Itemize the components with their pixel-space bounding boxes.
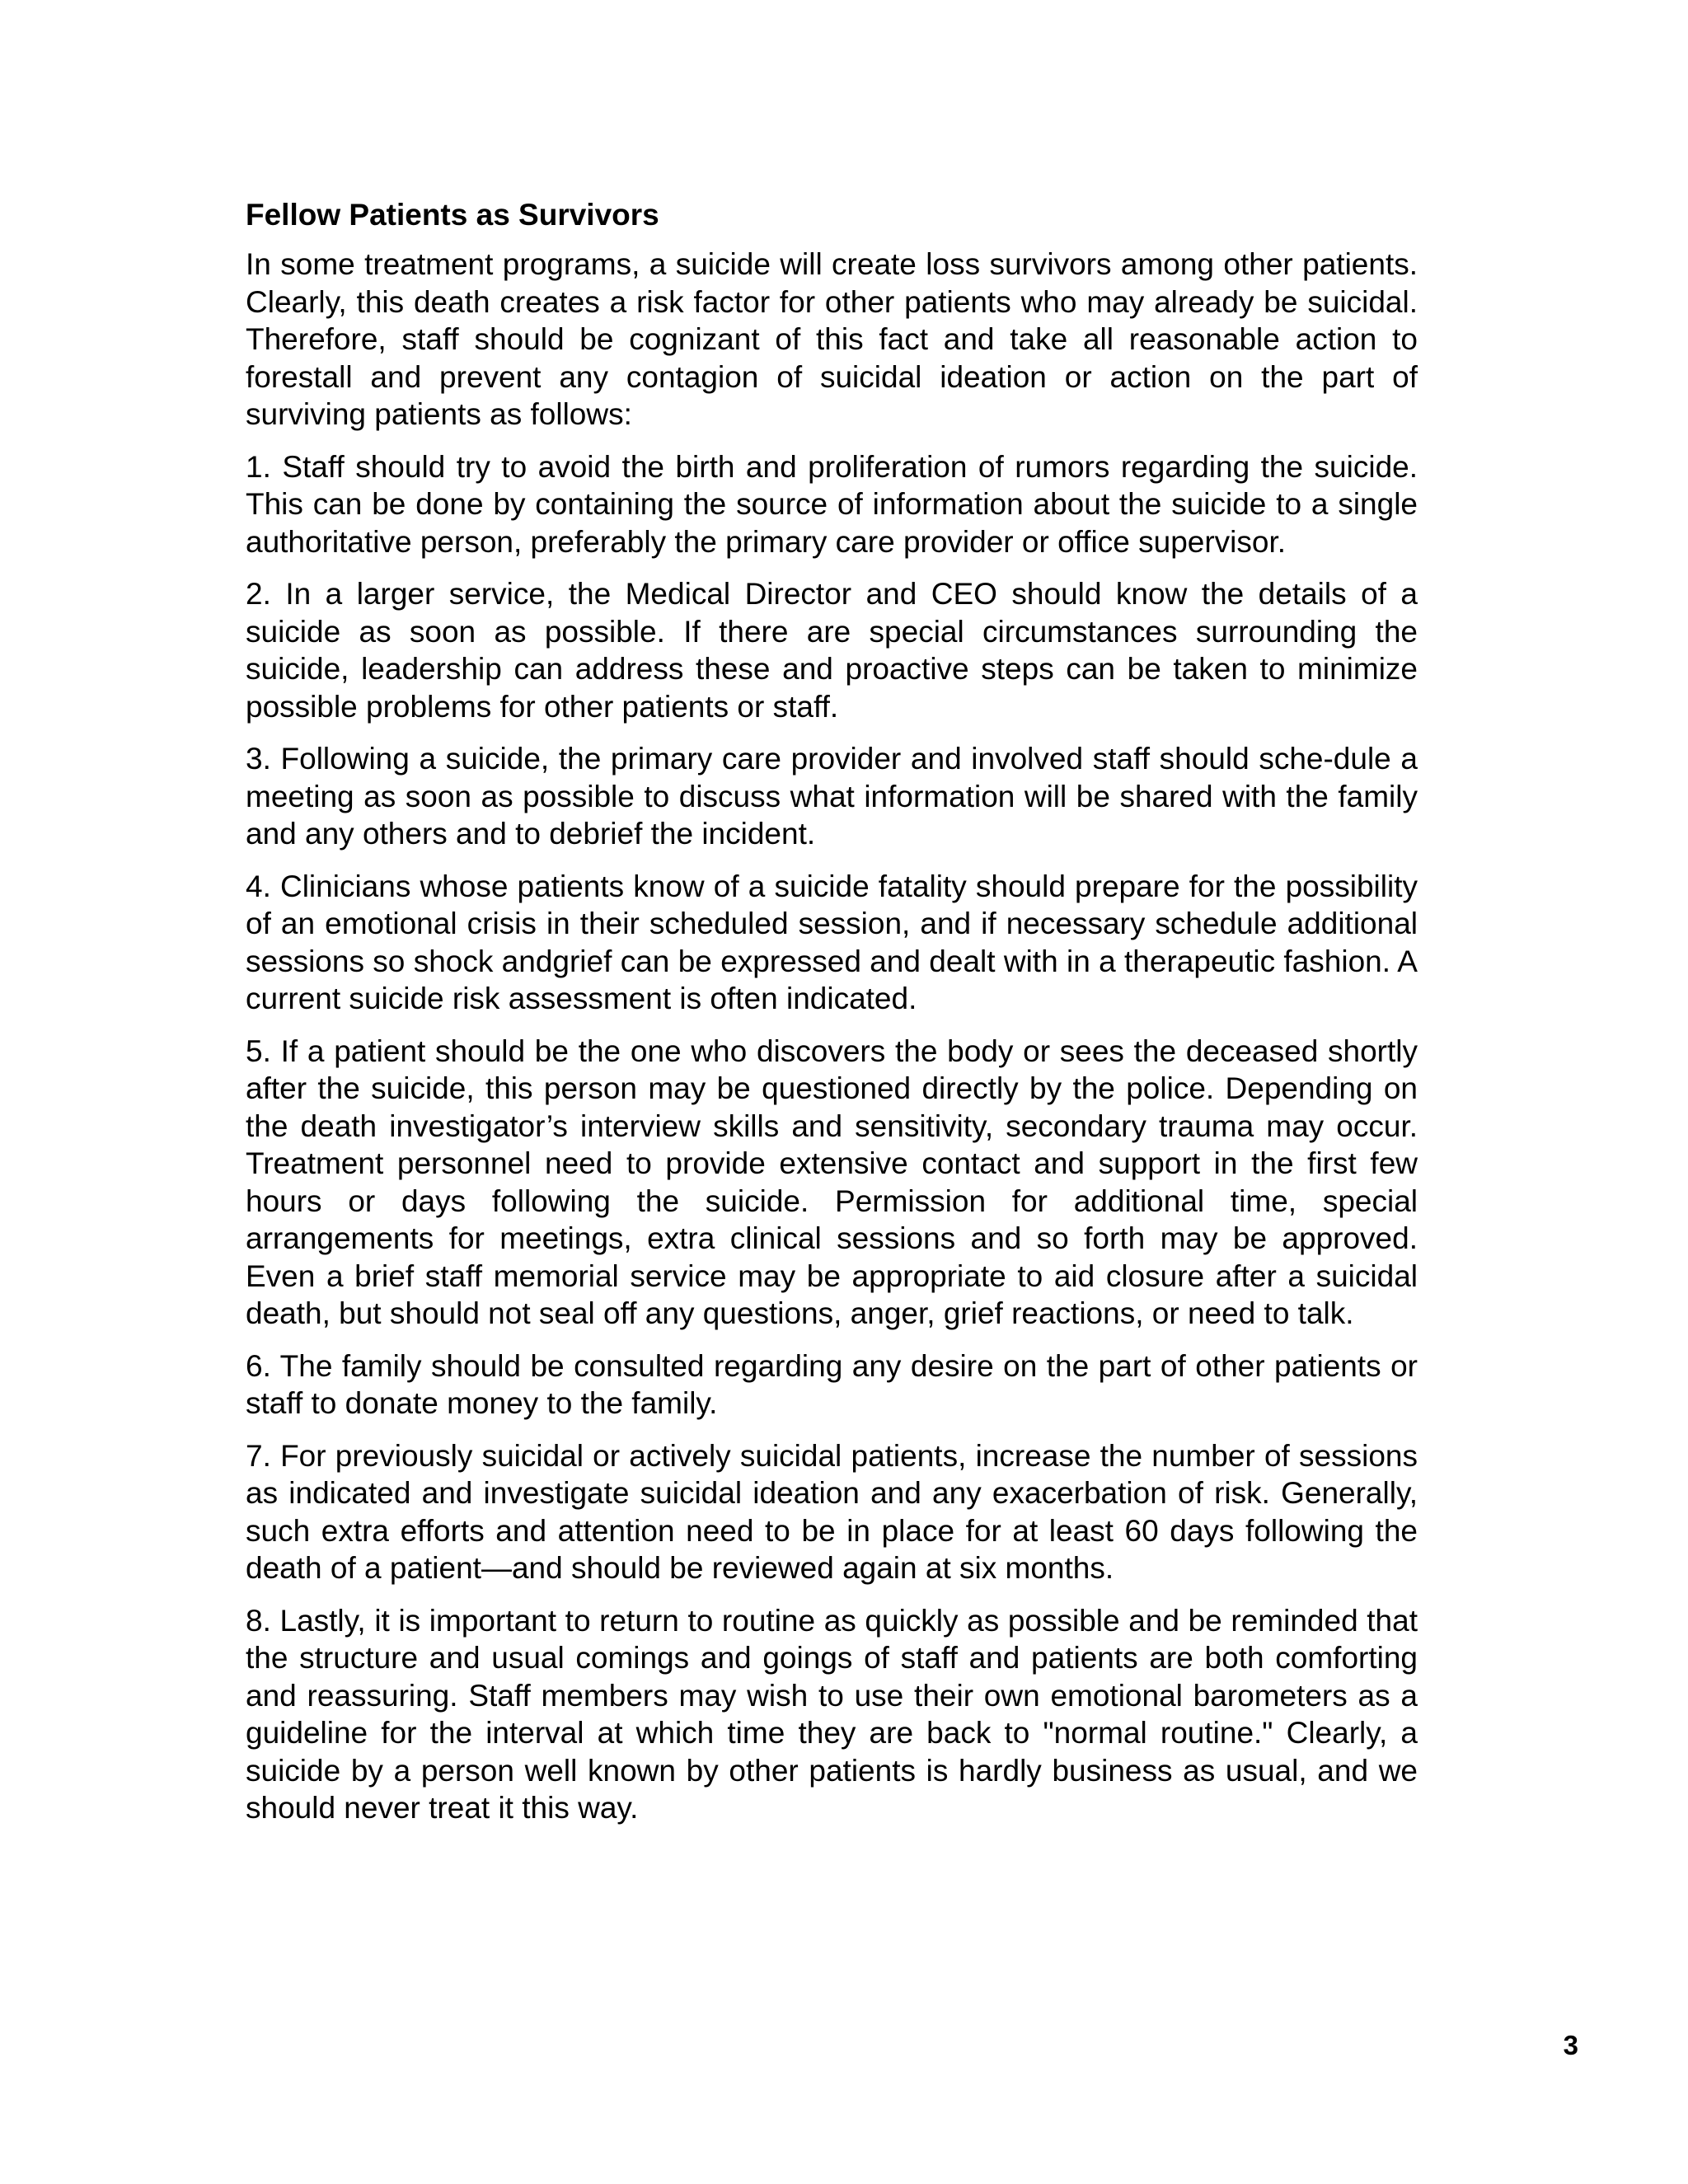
- section-heading: Fellow Patients as Survivors: [246, 198, 659, 232]
- intro-paragraph: In some treatment programs, a suicide will create loss survivors among other patients. Clearly, this death creates a risk factor for other patients who may already be suicidal. Therefore, staff should be cognizant of this fact and take all reasonable action to forestall and prevent any contagion of suicidal ideation or action on the part of surviving patients as follows:: [246, 247, 1418, 431]
- list-item-1: 1. Staff should try to avoid the birth and proliferation of rumors regarding the suicide. This can be done by containing the source of information about the suicide to a single authoritative person, preferably the primary care provider or office supervisor.: [246, 449, 1418, 559]
- page-number: 3: [1563, 2030, 1578, 2060]
- list-item-8: 8. Lastly, it is important to return to routine as quickly as possible and be reminded that the structure and usual comings and goings of staff and patients are both comforting and reassuring. Staff members may wish to use their own emotional barometers as a guideline for the interval at which time they are back to "normal routine." Clearly, a suicide by a person well known by other patients is hardly business as usual, and we should never treat it this way.: [246, 1603, 1418, 1825]
- list-item-5: 5. If a patient should be the one who discovers the body or sees the deceased shortly after the suicide, this person may be questioned directly by the police. Depending on the death investigator’s interview skills and sensitivity, secondary trauma may occur. Treatment personnel need to provide extensive contact and support in the first few hours or days following the suicide. Permission for additional time, special arrangements for meetings, extra clinical sessions and so forth may be approved. Even a brief staff memorial service may be appropriate to aid closure after a suicidal death, but should not seal off any questions, anger, grief reactions, or need to talk.: [246, 1033, 1418, 1330]
- list-item-6: 6. The family should be consulted regarding any desire on the part of other patients or staff to donate money to the family.: [246, 1348, 1418, 1420]
- list-item-4: 4. Clinicians whose patients know of a suicide fatality should prepare for the possibility of an emotional crisis in their scheduled session, and if necessary schedule additional sessions so shock andgrief can be expressed and dealt with in a therapeutic fashion. A current suicide risk assessment is often indicated.: [246, 869, 1418, 1015]
- list-item-3: 3. Following a suicide, the primary care provider and involved staff should sche-dule a meeting as soon as possible to discuss what information will be shared with the family and any others and to debrief the incident.: [246, 742, 1418, 851]
- page-content: [246, 196, 1418, 1842]
- list-item-2: 2. In a larger service, the Medical Director and CEO should know the details of a suicide as soon as possible. If there are special circumstances surrounding the suicide, leadership can address these and proactive steps can be taken to minimize possible problems for other patients or staff.: [246, 577, 1418, 724]
- list-item-7: 7. For previously suicidal or actively suicidal patients, increase the number of sessions as indicated and investigate suicidal ideation and any exacerbation of risk. Generally, such extra efforts and attention need to be in place for at least 60 days following the death of a patient—and should be reviewed again at six months.: [246, 1438, 1418, 1585]
